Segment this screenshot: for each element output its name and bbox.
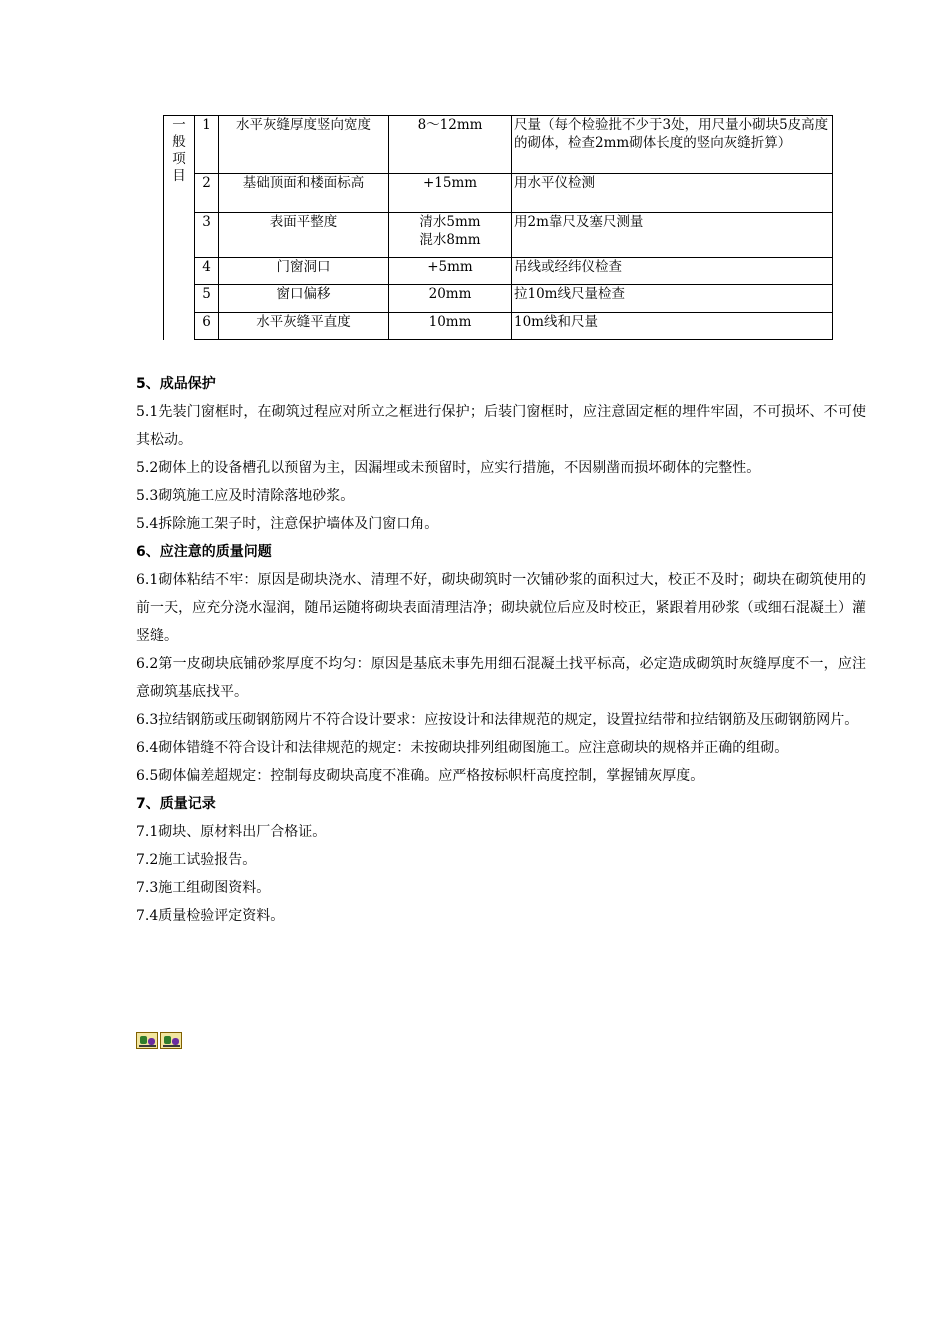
paragraph: 5.3砌筑施工应及时清除落地砂浆。 [136,488,355,504]
row-number: 3 [195,213,219,258]
decorative-icons [136,1032,182,1049]
tolerance-value: 8～12mm [389,116,512,174]
inspection-method: 用2m靠尺及塞尺测量 [512,213,833,258]
tolerance-value: 10mm [389,313,512,340]
item-name: 表面平整度 [219,213,389,258]
paragraph: 6.2第一皮砌块底铺砂浆厚度不均匀：原因是基底未事先用细石混凝土找平标高，必定造成砌筑时灰缝厚度不一，应注意砌筑基底找平。 [136,656,866,700]
paragraph: 7.3施工组砌图资料。 [136,880,271,896]
paragraph: 6.5砌体偏差超规定：控制每皮砌块高度不准确。应严格按标帜杆高度控制，掌握铺灰厚度。 [136,768,705,784]
table-row [164,313,833,340]
item-name: 窗口偏移 [219,285,389,313]
inspection-method: 10m线和尺量 [512,313,833,340]
table-row [164,258,833,285]
category-cell [164,116,195,340]
paragraph: 5.4拆除施工架子时，注意保护墙体及门窗口角。 [136,516,439,532]
section-heading: 6、应注意的质量问题 [136,544,272,560]
clipart-icon [160,1032,182,1049]
tolerance-value: 20mm [389,285,512,313]
item-name: 基础顶面和楼面标高 [219,174,389,213]
row-number: 1 [195,116,219,174]
paragraph: 6.1砌体粘结不牢：原因是砌块浇水、清理不好，砌块砌筑时一次铺砂浆的面积过大，校正不及时；砌块在砌筑使用的前一天，应充分浇水湿润，随吊运随将砌块表面清理洁净；砌块就位后应及时校正，紧跟着用砂浆（或细石混凝土）灌竖缝。 [136,572,866,644]
tolerance-value [389,213,512,258]
tolerance-value: +15mm [389,174,512,213]
row-number: 6 [195,313,219,340]
tolerance-value: +5mm [389,258,512,285]
item-name: 水平灰缝厚度竖向宽度 [219,116,389,174]
section-heading: 5、成品保护 [136,376,216,392]
row-number: 5 [195,285,219,313]
tolerance-value-line: 清水5mm [419,214,481,230]
paragraph: 5.1先装门窗框时，在砌筑过程应对所立之框进行保护；后装门窗框时，应注意固定框的埋件牢固，不可损坏、不可使其松动。 [136,404,866,448]
paragraph: 5.2砌体上的设备槽孔以预留为主，因漏埋或未预留时，应实行措施，不因剔凿而损坏砌体的完整性。 [136,460,761,476]
table-row [164,116,833,174]
table-row [164,213,833,258]
row-number: 4 [195,258,219,285]
paragraph: 6.3拉结钢筋或压砌钢筋网片不符合设计要求：应按设计和法律规范的规定，设置拉结带和拉结钢筋及压砌钢筋网片。 [136,712,859,728]
paragraph: 7.1砌块、原材料出厂合格证。 [136,824,327,840]
inspection-method: 拉10m线尺量检查 [512,285,833,313]
quality-table [163,115,833,340]
category-label: 一般项目 [172,117,186,184]
paragraph: 7.2施工试验报告。 [136,852,257,868]
clipart-icon [136,1032,158,1049]
inspection-method: 吊线或经纬仪检查 [512,258,833,285]
document-body [136,370,866,930]
table-row [164,285,833,313]
section-heading: 7、质量记录 [136,796,216,812]
table-row [164,174,833,213]
tolerance-value-line: 混水8mm [419,232,481,248]
paragraph: 7.4质量检验评定资料。 [136,908,285,924]
item-name: 水平灰缝平直度 [219,313,389,340]
item-name: 门窗洞口 [219,258,389,285]
inspection-method: 尺量（每个检验批不少于3处，用尺量小砌块5皮高度的砌体，检查2mm砌体长度的竖向灰缝折算） [512,116,833,174]
row-number: 2 [195,174,219,213]
inspection-method: 用水平仪检测 [512,174,833,213]
paragraph: 6.4砌体错缝不符合设计和法律规范的规定：未按砌块排列组砌图施工。应注意砌块的规格并正确的组砌。 [136,740,789,756]
